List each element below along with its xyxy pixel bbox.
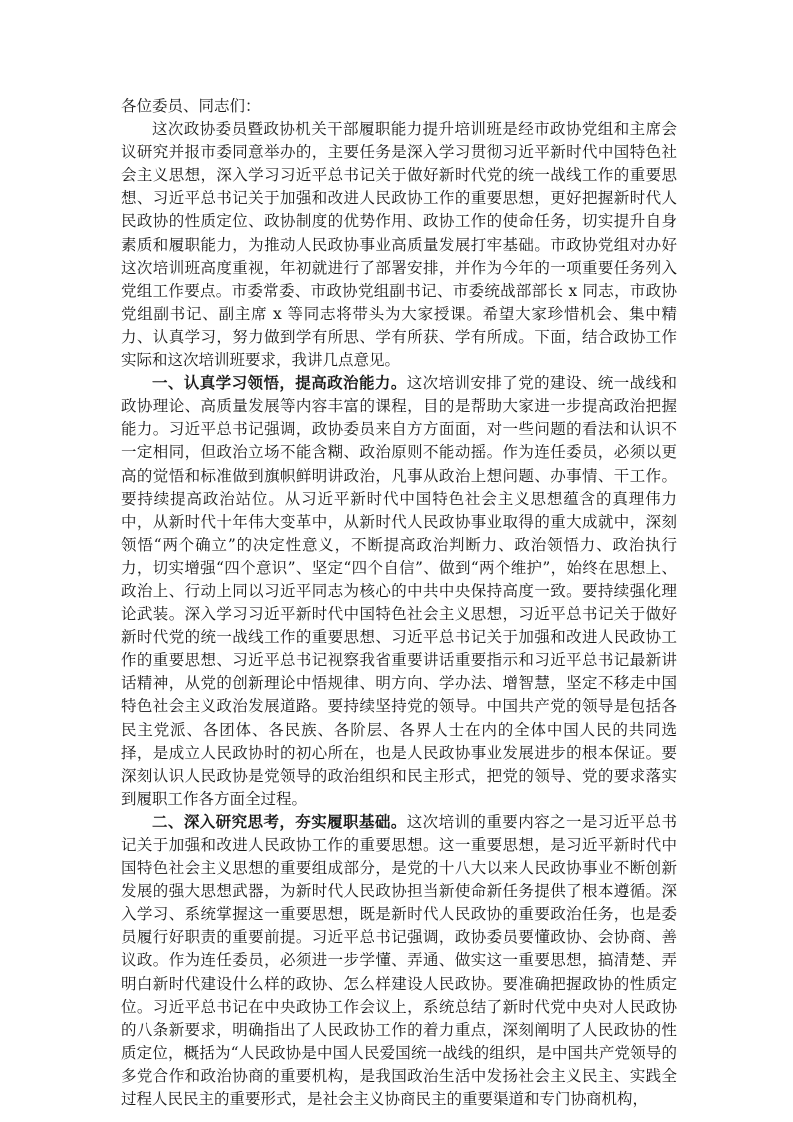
section-two-heading: 二、深入研究思考，夯实履职基础。 — [152, 812, 407, 831]
section-one-heading: 一、认真学习领悟，提高政治能力。 — [152, 374, 407, 393]
section-one-paragraph — [121, 372, 677, 811]
section-two-text: 这次培训的重要内容之一是习近平总书记关于加强和改进人民政协工作的重要思想。这一重要思想，是习近平新时代中国特色社会主义思想的重要组成部分，是党的十八大以来人民政协事业不断创新发展的强大思想武器，为新时代人民政协担当新使命新任务提供了根本遵循。深入学习、系统掌握这一重要思想，既是新时代人民政协的重要政治任务，也是委员履行好职责的重要前提。习近平总书记强调，政协委员要懂政协、会协商、善议政。作为连任委员，必须进一步学懂、弄通、做实这一重要思想，搞清楚、弄明白新时代建设什么样的政协、怎么样建设人民政协。要准确把握政协的性质定位。习近平总书记在中央政协工作会议上，系统总结了新时代党中央对人民政协的八条新要求，明确指出了人民政协工作的着力重点，深刻阐明了人民政协的性质定位，概括为“人民政协是中国人民爱国统一战线的组织，是中国共产党领导的多党合作和政治协商的重要机构，是我国政治生活中发扬社会主义民主、实践全过程人民民主的重要形式，是社会主义协商民主的重要渠道和专门协商机构， — [121, 812, 677, 1109]
document-body — [121, 95, 677, 1111]
intro-paragraph-text: 这次政协委员暨政协机关干部履职能力提升培训班是经市政协党组和主席会议研究并报市委同意举办的，主要任务是深入学习贯彻习近平新时代中国特色社会主义思想，深入学习习近平总书记关于做好新时代党的统一战线工作的重要思想、习近平总书记关于加强和改进人民政协工作的重要思想，更好把握新时代人民政协的性质定位、政协制度的优势作用、政协工作的使命任务，切实提升自身素质和履职能力，为推动人民政协事业高质量发展打牢基础。市政协党组对办好这次培训班高度重视，年初就进行了部署安排，并作为今年的一项重要任务列入党组工作要点。市委常委、市政协党组副书记、市委统战部部长 x 同志，市政协党组副书记、副主席 x 等同志将带头为大家授课。希望大家珍惜机会、集中精力、认真学习，努力做到学有所思、学有所获、学有所成。下面，结合政协工作实际和这次培训班要求，我讲几点意见。 — [121, 120, 677, 370]
section-two-paragraph — [121, 811, 677, 1111]
section-one-text: 这次培训安排了党的建设、统一战线和政协理论、高质量发展等内容丰富的课程，目的是帮助大家进一步提高政治把握能力。习近平总书记强调，政协委员来自方方面面，对一些问题的看法和认识不一定相同，但政治立场不能含糊、政治原则不能动摇。作为连任委员，必须以更高的觉悟和标准做到旗帜鲜明讲政治，凡事从政治上想问题、办事情、干工作。要持续提高政治站位。从习近平新时代中国特色社会主义思想蕴含的真理伟力中，从新时代十年伟大变革中，从新时代人民政协事业取得的重大成就中，深刻领悟“两个确立”的决定性意义，不断提高政治判断力、政治领悟力、政治执行力，切实增强“四个意识”、坚定“四个自信”、做到“两个维护”，始终在思想上、政治上、行动上同以习近平同志为核心的中共中央保持高度一致。要持续强化理论武装。深入学习习近平新时代中国特色社会主义思想，习近平总书记关于做好新时代党的统一战线工作的重要思想、习近平总书记关于加强和改进人民政协工作的重要思想、习近平总书记视察我省重要讲话重要指示和习近平总书记最新讲话精神，从党的创新理论中悟规律、明方向、学办法、增智慧，坚定不移走中国特色社会主义政治发展道路。要持续坚持党的领导。中国共产党的领导是包括各民主党派、各团体、各民族、各阶层、各界人士在内的全体中国人民的共同选择，是成立人民政协时的初心所在，也是人民政协事业发展进步的根本保证。要深刻认识人民政协是党领导的政治组织和民主形式，把党的领导、党的要求落实到履职工作各方面全过程。 — [121, 374, 677, 808]
intro-paragraph — [121, 118, 677, 372]
salutation: 各位委员、同志们： — [121, 97, 261, 115]
